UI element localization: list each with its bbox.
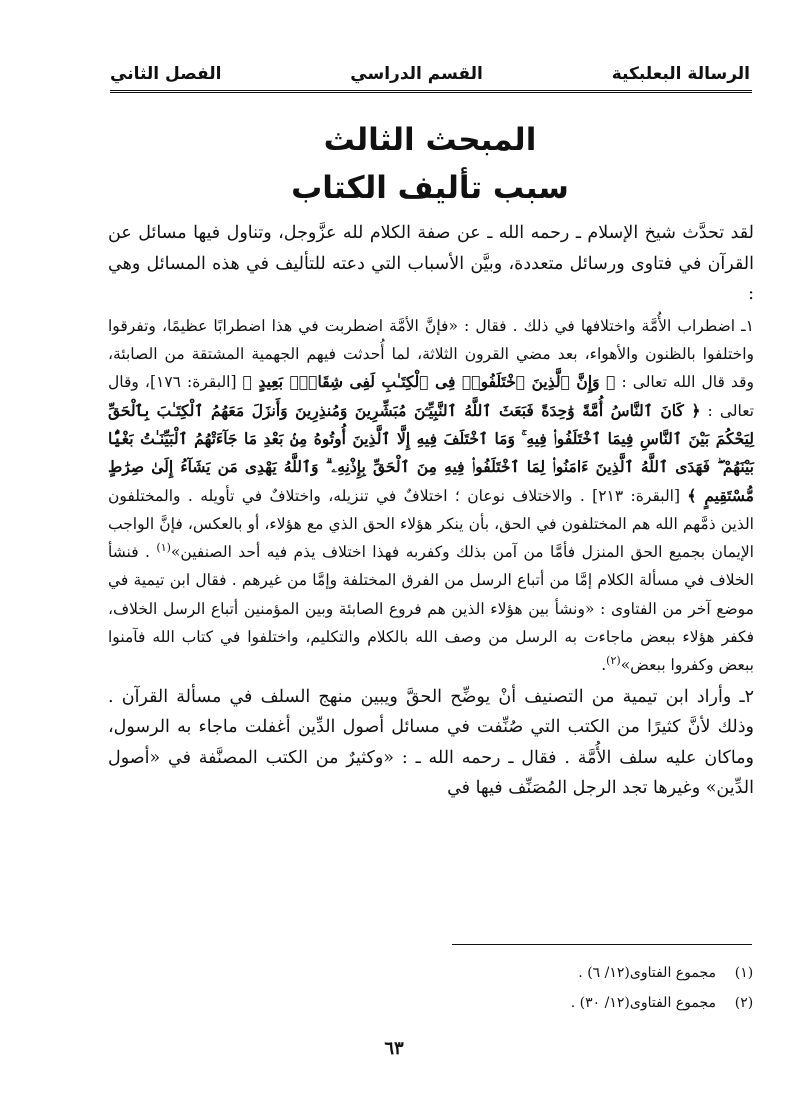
- point-one-paragraph: [108, 312, 754, 680]
- body-text: [108, 218, 754, 804]
- header-divider: [110, 90, 752, 93]
- footnote-divider: [452, 944, 752, 945]
- header-book-title: الرسالة البعلبكية: [611, 64, 750, 84]
- footnote-number: (١): [734, 965, 754, 981]
- quran-verse-2: ﴿ كَانَ ٱلنَّاسُ أُمَّةً وَٰحِدَةً فَبَعَثَ ٱللَّهُ ٱلنَّبِيِّـۧنَ مُبَشِّرِينَ وَمُنذِرِينَ وَأَنزَلَ مَعَهُمُ ٱلْكِتَـٰبَ بِٱلْحَقِّ لِيَحْكُمَ بَيْنَ ٱلنَّاسِ فِيمَا ٱخْتَلَفُوا۟ فِيهِ ۚ وَمَا ٱخْتَلَفَ فِيهِ إِلَّا ٱلَّذِينَ أُوتُوهُ مِنۢ بَعْدِ مَا جَآءَتْهُمُ ٱلْبَيِّنَـٰتُ بَغْيًۢا بَيْنَهُمْ ۖ فَهَدَى ٱللَّهُ ٱلَّذِينَ ءَامَنُوا۟ لِمَا ٱخْتَلَفُوا۟ فِيهِ مِنَ ٱلْحَقِّ بِإِذْنِهِۦ ۗ وَٱللَّهُ يَهْدِى مَن يَشَآءُ إِلَىٰ صِرَٰطٍ مُّسْتَقِيمٍ ﴾: [108, 400, 754, 505]
- point-two-paragraph: ٢ـ وأراد ابن تيمية من التصنيف أنْ يوضِّح الحقَّ ويبين منهج السلف في مسألة القرآن . وذلك لأنَّ كثيرًا من الكتب التي صُنِّفت في مسائل أصول الدِّين أغفلت ماجاء به الرسول، وماكان عليه سلف الأُمَّة . فقال ـ رحمه الله ـ : «وكثيرٌ من الكتب المصنَّفة في «أصول الدِّين» وغيرها تجد الرجل المُصَنِّف فيها في: [108, 686, 754, 799]
- section-title: المبحث الثالث: [323, 122, 537, 158]
- intro-paragraph: لقد تحدَّث شيخ الإسلام ـ رحمه الله ـ عن صفة الكلام لله عزَّوجل، وتناول فيها مسائل عن القرآن في فتاوى ورسائل متعددة، وبيَّن الأسباب التي دعته للتأليف في هذه المسائل وهي :: [108, 223, 754, 305]
- point-one-end: .: [601, 656, 607, 675]
- quran-verse-1-reference: [البقرة: ١٧٦]، وقال تعالى :: [108, 373, 754, 420]
- header-chapter: الفصل الثاني: [110, 64, 222, 84]
- page-number: ٦٣: [384, 1038, 404, 1059]
- footnote-item: [420, 988, 758, 1018]
- footnote-text: مجموع الفتاوى(١٢/ ٦) .: [578, 965, 716, 981]
- footnote-text: مجموع الفتاوى(١٢/ ٣٠) .: [570, 995, 716, 1011]
- quran-verse-1: ﴿ وَإِنَّ ٱلَّذِينَ ٱخْتَلَفُوا۟ فِى ٱلْكِتَـٰبِ لَفِى شِقَاقٍۭ بَعِيدٍ ﴾: [242, 372, 616, 392]
- point-one-text-a: ١ـ اضطراب الأُمَّة واختلافها في ذلك . فقال : «فإنَّ الأمَّة اضطربت في هذا اضطرابًا عظيمًا، وتفرقوا واختلفوا بالظنون والأهواء، بعد مضي القرون الثلاثة، لما أُحدثت فيهم الجهمية المشتقة من الصابئة، وقد قال الله تعالى :: [108, 316, 755, 392]
- quran-verse-2-reference: [البقرة: ٢١٣] . والاختلاف نوعان ؛ اختلافٌ في تنزيله، واختلافٌ في تأويله . والمختلفون الذين ذمَّهم الله هم المختلفون في الحق، بأن ينكر هؤلاء الحق الذي مع هؤلاء، أو بالعكس، فإنَّ الواجب الإيمان بجميع الحق المنزل فأمَّا من آمن بذلك وكفربه فهذا اختلاف يذم فيه أحد الصنفين»: [108, 486, 754, 562]
- footnote-marker-1[interactable]: (١): [156, 541, 171, 554]
- footnotes: [420, 958, 758, 1018]
- point-one-text-b: . فنشأ الخلاف في مسألة الكلام إمَّا من أتباع الرسل من الفرق المختلفة وإمَّا من غيرهم . فقال ابن تيمية في موضع آخر من الفتاوى : «ونشأ بين هؤلاء الذين هم فروع الصابئة وبين المؤمنين أتباع الرسل الخلاف، فكفر هؤلاء ببعض ماجاءت به الرسل من وصف الله بالكلام والتكليم، واختلفوا في كتاب الله فآمنوا ببعض وكفروا ببعض»: [108, 543, 754, 675]
- footnote-item: [420, 958, 758, 988]
- running-header: [110, 58, 750, 90]
- footnote-number: (٢): [734, 995, 754, 1011]
- section-subtitle: سبب تأليف الكتاب: [291, 170, 569, 206]
- footnote-marker-2[interactable]: (٢): [606, 654, 621, 668]
- header-part: القسم الدراسي: [350, 64, 483, 84]
